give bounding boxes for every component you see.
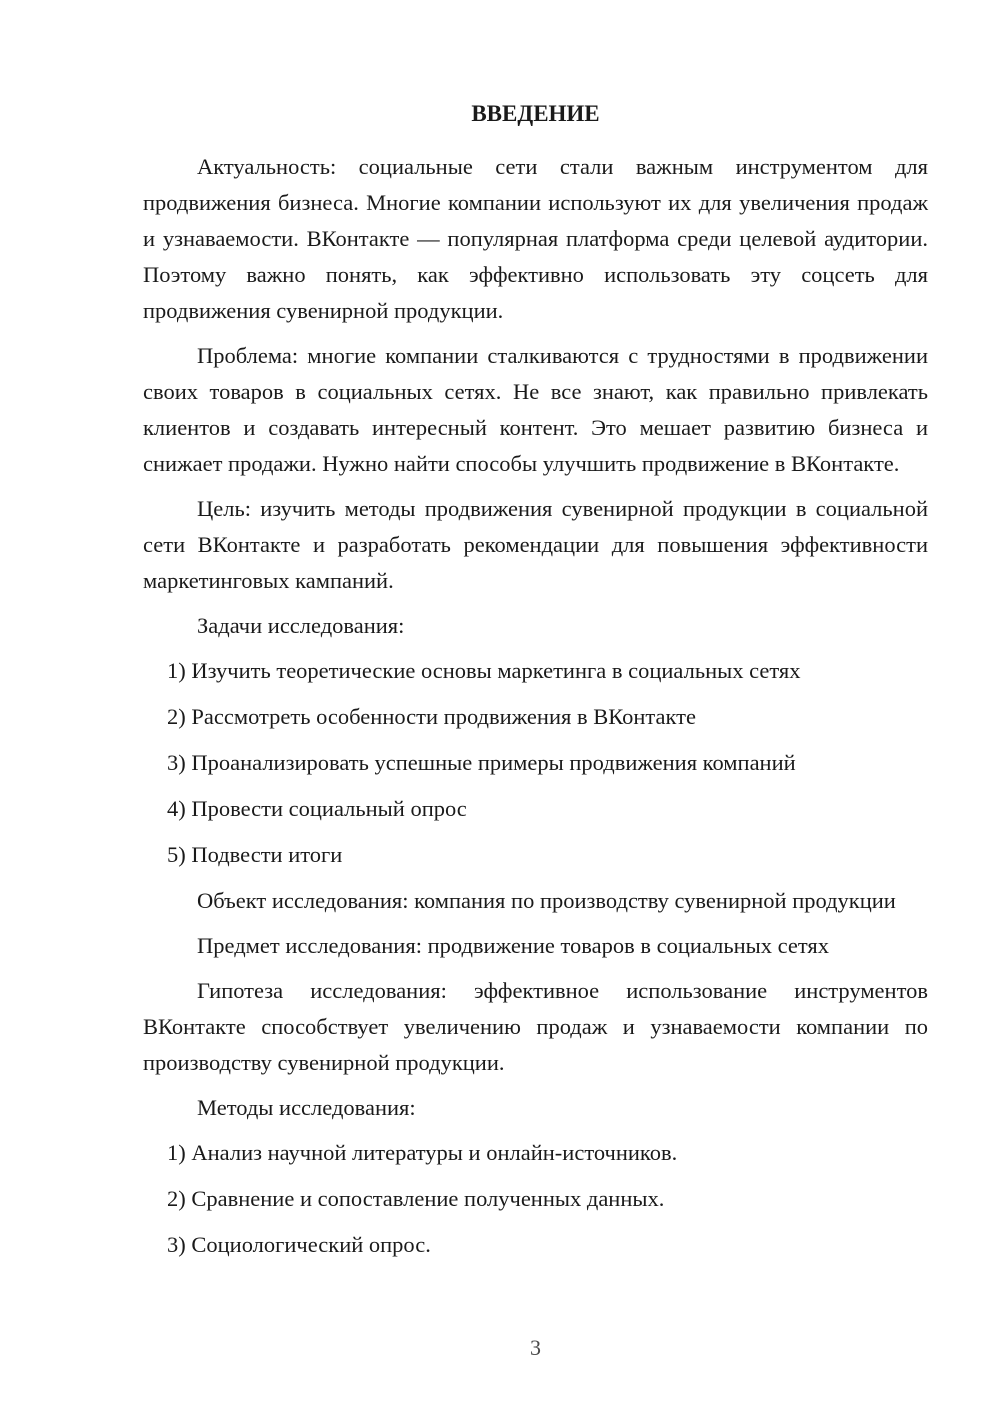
task-item-2: 2) Рассмотреть особенности продвижения в ВКонтакте	[167, 704, 696, 729]
page-title: ВВЕДЕНИЕ	[471, 101, 600, 126]
method-item-3: 3) Социологический опрос.	[167, 1232, 431, 1257]
paragraph-object: Объект исследования: компания по производству сувенирной продукции	[197, 888, 896, 913]
paragraph-goal: Цель: изучить методы продвижения сувенирной продукции в социальной сети ВКонтакте и разработать рекомендации для повышения эффективности маркетинговых кампаний.	[143, 496, 928, 593]
task-item-3: 3) Проанализировать успешные примеры продвижения компаний	[167, 750, 796, 775]
paragraph-hypothesis: Гипотеза исследования: эффективное использование инструментов ВКонтакте способствует увеличению продаж и узнаваемости компании по производству сувенирной продукции.	[143, 978, 928, 1075]
task-item-4: 4) Провести социальный опрос	[167, 796, 467, 821]
tasks-label: Задачи исследования:	[197, 613, 405, 638]
tasks-list	[143, 653, 928, 873]
page-number: 3	[530, 1335, 541, 1360]
methods-label: Методы исследования:	[197, 1095, 416, 1120]
method-item-2: 2) Сравнение и сопоставление полученных данных.	[167, 1186, 665, 1211]
task-item-1: 1) Изучить теоретические основы маркетинга в социальных сетях	[167, 658, 801, 683]
paragraph-subject: Предмет исследования: продвижение товаров в социальных сетях	[197, 933, 830, 958]
task-item-5: 5) Подвести итоги	[167, 842, 343, 867]
paragraph-problem: Проблема: многие компании сталкиваются с трудностями в продвижении своих товаров в социальных сетях. Не все знают, как правильно привлекать клиентов и создавать интересный контент. Это мешает развитию бизнеса и снижает продажи. Нужно найти способы улучшить продвижение в ВКонтакте.	[143, 343, 928, 476]
method-item-1: 1) Анализ научной литературы и онлайн-источников.	[167, 1140, 678, 1165]
paragraph-actuality: Актуальность: социальные сети стали важным инструментом для продвижения бизнеса. Многие компании используют их для увеличения продаж и узнаваемости. ВКонтакте — популярная платформа среди целевой аудитории. Поэтому важно понять, как эффективно использовать эту соцсеть для продвижения сувенирной продукции.	[143, 154, 928, 323]
methods-list	[143, 1135, 928, 1263]
